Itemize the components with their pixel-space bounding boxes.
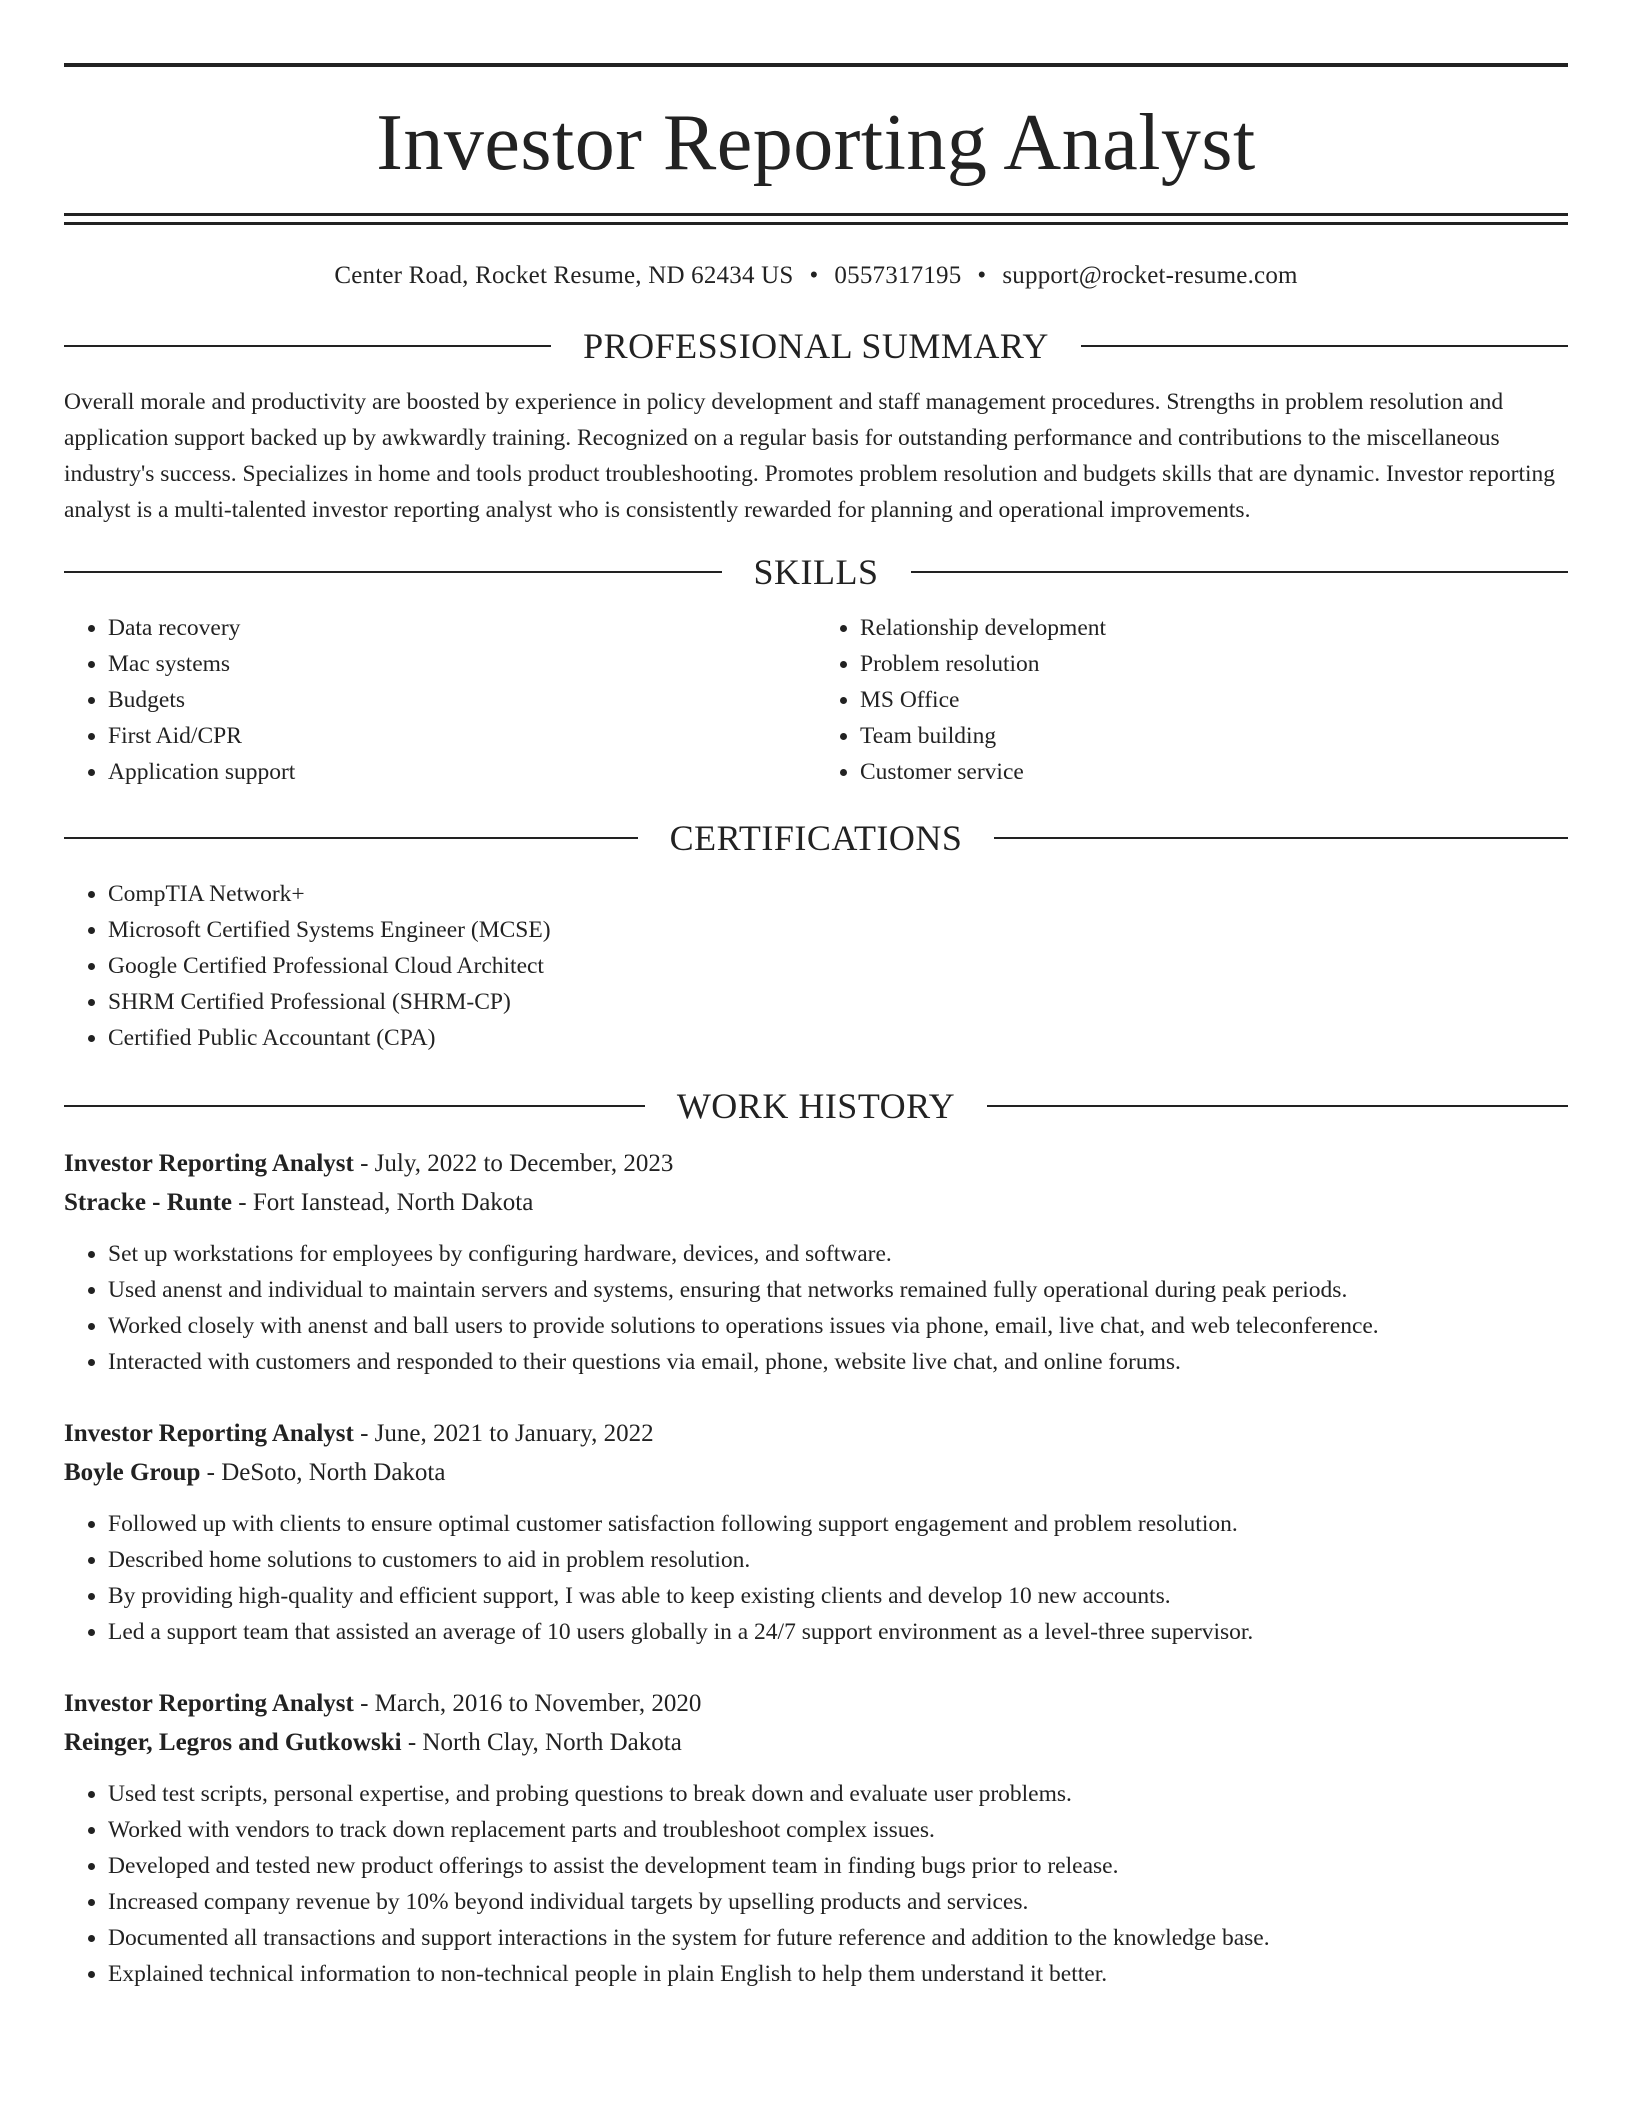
- certification-item: • CompTIA Network+: [108, 876, 1568, 912]
- job-bullet: • Worked closely with anenst and ball users to provide solutions to operations issues via phone, email, live chat, and web teleconference.: [108, 1308, 1568, 1344]
- job-title: Investor Reporting Analyst: [64, 1690, 354, 1717]
- job-company-line: [64, 1183, 1568, 1222]
- divider-line: [1081, 345, 1568, 347]
- title-double-rule: [64, 213, 1568, 225]
- job-bullet: • Developed and tested new product offerings to assist the development team in finding bugs prior to release.: [108, 1848, 1568, 1884]
- skill-item: • Relationship development: [860, 610, 1568, 646]
- contact-separator: •: [977, 262, 987, 289]
- job-bullet: • Interacted with customers and responded to their questions via email, phone, website live chat, and online forums.: [108, 1344, 1568, 1380]
- skills-columns: [64, 610, 1568, 790]
- skill-item: • Mac systems: [108, 646, 816, 682]
- contact-separator: •: [809, 262, 819, 289]
- section-header-skills: [64, 554, 1568, 590]
- skill-item: • MS Office: [860, 682, 1568, 718]
- top-rule: [64, 63, 1568, 67]
- job-company-line: [64, 1453, 1568, 1492]
- job-bullet: • Used anenst and individual to maintain servers and systems, ensuring that networks remained fully operational during peak periods.: [108, 1272, 1568, 1308]
- divider-line: [64, 1105, 645, 1107]
- job-title: Investor Reporting Analyst: [64, 1420, 354, 1447]
- job-dates: - June, 2021 to January, 2022: [360, 1420, 654, 1447]
- certification-item: • Google Certified Professional Cloud Architect: [108, 948, 1568, 984]
- job-bullet: • Led a support team that assisted an average of 10 users globally in a 24/7 support environment as a level-three supervisor.: [108, 1614, 1568, 1650]
- job-company: Stracke - Runte: [64, 1189, 233, 1216]
- skill-item: • First Aid/CPR: [108, 718, 816, 754]
- skill-item: • Team building: [860, 718, 1568, 754]
- skills-list-left: [64, 610, 816, 790]
- job-entry: [64, 1414, 1568, 1650]
- divider-line: [911, 571, 1569, 573]
- job-bullet: • By providing high-quality and efficient support, I was able to keep existing clients and develop 10 new accounts.: [108, 1578, 1568, 1614]
- contact-phone[interactable]: 0557317195: [834, 262, 962, 289]
- job-bullet: • Followed up with clients to ensure optimal customer satisfaction following support engagement and problem resolution.: [108, 1506, 1568, 1542]
- divider-line: [994, 837, 1568, 839]
- resume-page: [64, 0, 1568, 1992]
- job-company: Boyle Group: [64, 1459, 201, 1486]
- section-header-work-history: [64, 1088, 1568, 1124]
- summary-text: Overall morale and productivity are boosted by experience in policy development and staff management procedures. Strengths in problem resolution and application support backed up by awkwardly training. Recognized on a regular basis for outstanding performance and contributions to the miscellaneous industry's success. Specializes in home and tools product troubleshooting. Promotes problem resolution and budgets skills that are dynamic. Investor reporting analyst is a multi-talented investor reporting analyst who is consistently rewarded for planning and operational improvements.: [64, 389, 1555, 523]
- divider-line: [64, 571, 722, 573]
- job-dates: - July, 2022 to December, 2023: [360, 1150, 674, 1177]
- divider-line: [64, 345, 551, 347]
- job-company: Reinger, Legros and Gutkowski: [64, 1729, 402, 1756]
- certification-item: • SHRM Certified Professional (SHRM-CP): [108, 984, 1568, 1020]
- job-bullet: • Set up workstations for employees by configuring hardware, devices, and software.: [108, 1236, 1568, 1272]
- divider-line: [987, 1105, 1568, 1107]
- job-bullet: • Increased company revenue by 10% beyond individual targets by upselling products and services.: [108, 1884, 1568, 1920]
- skill-item: • Data recovery: [108, 610, 816, 646]
- job-title: Investor Reporting Analyst: [64, 1150, 354, 1177]
- skills-list-right: [816, 610, 1568, 790]
- job-bullet: • Described home solutions to customers to aid in problem resolution.: [108, 1542, 1568, 1578]
- job-company-line: [64, 1723, 1568, 1762]
- job-entry: [64, 1684, 1568, 1992]
- job-location: - Fort Ianstead, North Dakota: [238, 1189, 534, 1216]
- job-title-line: [64, 1684, 1568, 1723]
- section-title-summary: PROFESSIONAL SUMMARY: [583, 326, 1049, 366]
- job-bullet: • Worked with vendors to track down replacement parts and troubleshoot complex issues.: [108, 1812, 1568, 1848]
- job-location: - North Clay, North Dakota: [407, 1729, 682, 1756]
- job-title-line: [64, 1414, 1568, 1453]
- job-title-line: [64, 1144, 1568, 1183]
- section-header-summary: [64, 328, 1568, 364]
- certification-item: • Certified Public Accountant (CPA): [108, 1020, 1568, 1056]
- skill-item: • Budgets: [108, 682, 816, 718]
- skill-item: • Customer service: [860, 754, 1568, 790]
- section-title-work-history: WORK HISTORY: [676, 1086, 956, 1126]
- contact-email[interactable]: support@rocket-resume.com: [1002, 262, 1298, 289]
- resume-title: Investor Reporting Analyst: [376, 99, 1256, 187]
- job-bullets: [64, 1506, 1568, 1650]
- job-dates: - March, 2016 to November, 2020: [360, 1690, 702, 1717]
- section-title-certifications: CERTIFICATIONS: [669, 818, 963, 858]
- job-bullet: • Explained technical information to non-technical people in plain English to help them understand it better.: [108, 1956, 1568, 1992]
- job-bullet: • Used test scripts, personal expertise, and probing questions to break down and evaluate user problems.: [108, 1776, 1568, 1812]
- contact-address: Center Road, Rocket Resume, ND 62434 US: [334, 262, 794, 289]
- job-bullets: [64, 1236, 1568, 1380]
- job-bullet: • Documented all transactions and support interactions in the system for future reference and addition to the knowledge base.: [108, 1920, 1568, 1956]
- contact-line: [64, 263, 1568, 288]
- certification-item: • Microsoft Certified Systems Engineer (MCSE): [108, 912, 1568, 948]
- certifications-list: [64, 876, 1568, 1056]
- divider-line: [64, 837, 638, 839]
- section-title-skills: SKILLS: [753, 552, 879, 592]
- job-location: - DeSoto, North Dakota: [206, 1459, 446, 1486]
- section-header-certifications: [64, 820, 1568, 856]
- skill-item: • Problem resolution: [860, 646, 1568, 682]
- skill-item: • Application support: [108, 754, 816, 790]
- job-bullets: [64, 1776, 1568, 1992]
- job-entry: [64, 1144, 1568, 1380]
